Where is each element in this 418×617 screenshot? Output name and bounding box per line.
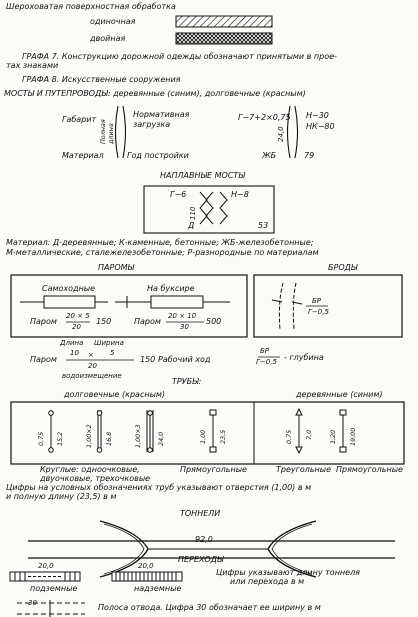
parom-legend-width-label: Ширина [94,339,124,347]
pipe4-length: 23,5 [219,429,227,444]
pipes-caption-tri: Треугольные [276,465,332,474]
ferries-title: ПАРОМЫ [98,263,135,272]
overground-length: 20,0 [138,562,154,570]
pipes-wooden: деревянные (синим) [296,390,383,399]
underground-length: 20,0 [38,562,54,570]
parom-legend-den: 20 [88,362,97,370]
single-treatment-swatch [176,16,272,27]
pipe-symbols [49,409,346,453]
bridge-material-label: Материал [62,151,104,160]
bridge-example-h: Н−30 [306,111,329,120]
overground-crossing-symbol [112,572,182,581]
graph7-text-line2: тах знаками [6,61,59,70]
pontoon-bridge-box [144,186,274,233]
bridge-length-label-2: длина [107,123,115,144]
bridge-example-hk: НК−80 [306,122,335,131]
graph7-text-line1: ГРАФА 7. Конструкцию дорожной одежды обозначают принятыми в пpoe- [22,52,337,61]
pipes-caption-rect-2: Прямоугольные [336,465,403,474]
bridge-example-material: ЖБ [262,151,277,160]
pipes-note-line2: и полную длину (23,5) в м [6,492,117,501]
parom-legend-capacity: 150 [140,355,156,364]
pipes-caption-round-2: двуочковые, трехочковые [40,474,151,483]
fords-num: БР [312,297,322,305]
pipes-caption-round: Круглые: одноочковые, [40,465,140,474]
bridge-example-year: 79 [304,151,315,160]
strip-width: 30 [28,599,37,607]
ford-legend-text: - глубина [284,353,324,362]
ford-legend-den: Г−0,5 [256,358,277,366]
ferry2-capacity: 500 [206,317,222,326]
pipe3-length: 24,0 [157,431,165,446]
self-propelled-ferry-symbol [44,296,95,308]
ferries-towed: На буксире [147,284,195,293]
bridge-length-label-1: Полная [99,119,107,144]
pontoon-load: Н−8 [231,190,249,199]
ferry1-num: 20 × 5 [66,312,90,320]
bridge-load-label-2: загрузка [133,120,171,129]
parom-legend-x: × [88,351,94,359]
tunnel-length: 92,0 [195,535,213,544]
pipe2-length: 16,8 [105,431,113,446]
pipe4-size: 1,00 [199,429,207,444]
bridge-example-length: 24,0 [277,126,285,142]
pontoon-year: 53 [258,221,269,230]
pipes-title: ТРУБЫ: [172,377,202,386]
pipes-durable: долговечные (красным) [64,390,166,399]
pipe1-length: 15,2 [56,431,64,446]
pontoon-length: 110 [189,206,197,220]
ferry2-parom: Паром [134,317,161,326]
ferry2-num: 20 × 10 [168,312,197,320]
single-treatment-label: одиночная [90,17,136,26]
bridges-heading: МОСТЫ И ПУТЕПРОВОДЫ: деревянные (синим), долговечные (красным) [4,89,306,98]
ferry2-den: 30 [180,323,189,331]
wooden-pipe1-length: 7,0 [305,429,313,440]
overground-label: надземные [134,584,182,593]
underground-crossing-symbol [10,572,80,581]
bridge-example-gabarit: Г−7+2×0,75 [238,113,291,122]
parom-legend-length: 10 [70,349,79,357]
fords-den: Г−0,5 [308,308,329,316]
pipe2-size: 1,00×2 [85,424,93,448]
ferry1-parom: Паром [30,317,57,326]
materials-line1: Материал: Д-деревянные; К-каменные, бетонные; ЖБ-железобетонные; [6,238,314,247]
wooden-pipe1-size: 0,75 [285,429,293,444]
ford-legend-num: БР [260,347,270,355]
pontoon-bridge-symbol [200,192,227,224]
parom-legend-displacement: водоизмещение [62,372,122,380]
fords-title: БРОДЫ [328,263,358,272]
parom-legend-work: Рабочий ход [158,355,211,364]
ferries-self-propelled: Самоходные [42,284,96,293]
pontoon-title: НАПЛАВНЫЕ МОСТЫ [160,171,245,180]
strip-note: Полоса отвода. Цифра 30 обозначает ее ширину в м [98,603,321,612]
underground-label: подземные [30,584,78,593]
wooden-pipe2-length: 19,00 [349,427,357,446]
ferry1-den: 20 [72,323,81,331]
materials-line2: М-металлические, сталежелезобетонные; Р-разнородные по материалам [6,248,319,257]
wooden-pipe2-size: 1,20 [329,429,337,444]
bridge-year-label: Год постройки [127,151,189,160]
bridge-load-label-1: Нормативная [133,110,190,119]
graph8-title: ГРАФА 8. Искусственные сооружения [22,75,181,84]
parom-legend-length-label: Длина [60,339,84,347]
pontoon-gabarit: Г−6 [170,190,187,199]
pontoon-material: Д [188,221,195,230]
pipes-caption-rect: Прямоугольные [180,465,247,474]
crossings-note-line1: Цифры указывают длину тоннеля [216,568,360,577]
crossings-note-line2: или перехода в м [230,577,305,586]
rough-surface-title: Шероховатая поверхностная обработка [6,2,176,11]
towed-ferry-symbol [151,296,203,308]
parom-legend-parom: Паром [30,355,57,364]
tunnels-title: ТОННЕЛИ [180,509,221,518]
crossings-title: ПЕРЕХОДЫ [178,555,224,564]
pipe3-size: 1,00×3 [134,424,142,448]
ferry1-capacity: 150 [96,317,112,326]
double-treatment-label: двойная [90,34,126,43]
pipes-note-line1: Цифры на условных обозначениях труб указывают отверстия (1,00) в м [6,483,312,492]
parom-legend-width: 5 [110,349,115,357]
pipe1-size: 0,75 [37,431,45,446]
bridge-gabarit-label: Габарит [62,115,97,124]
double-treatment-swatch [176,33,272,44]
ford-symbol [272,283,302,330]
